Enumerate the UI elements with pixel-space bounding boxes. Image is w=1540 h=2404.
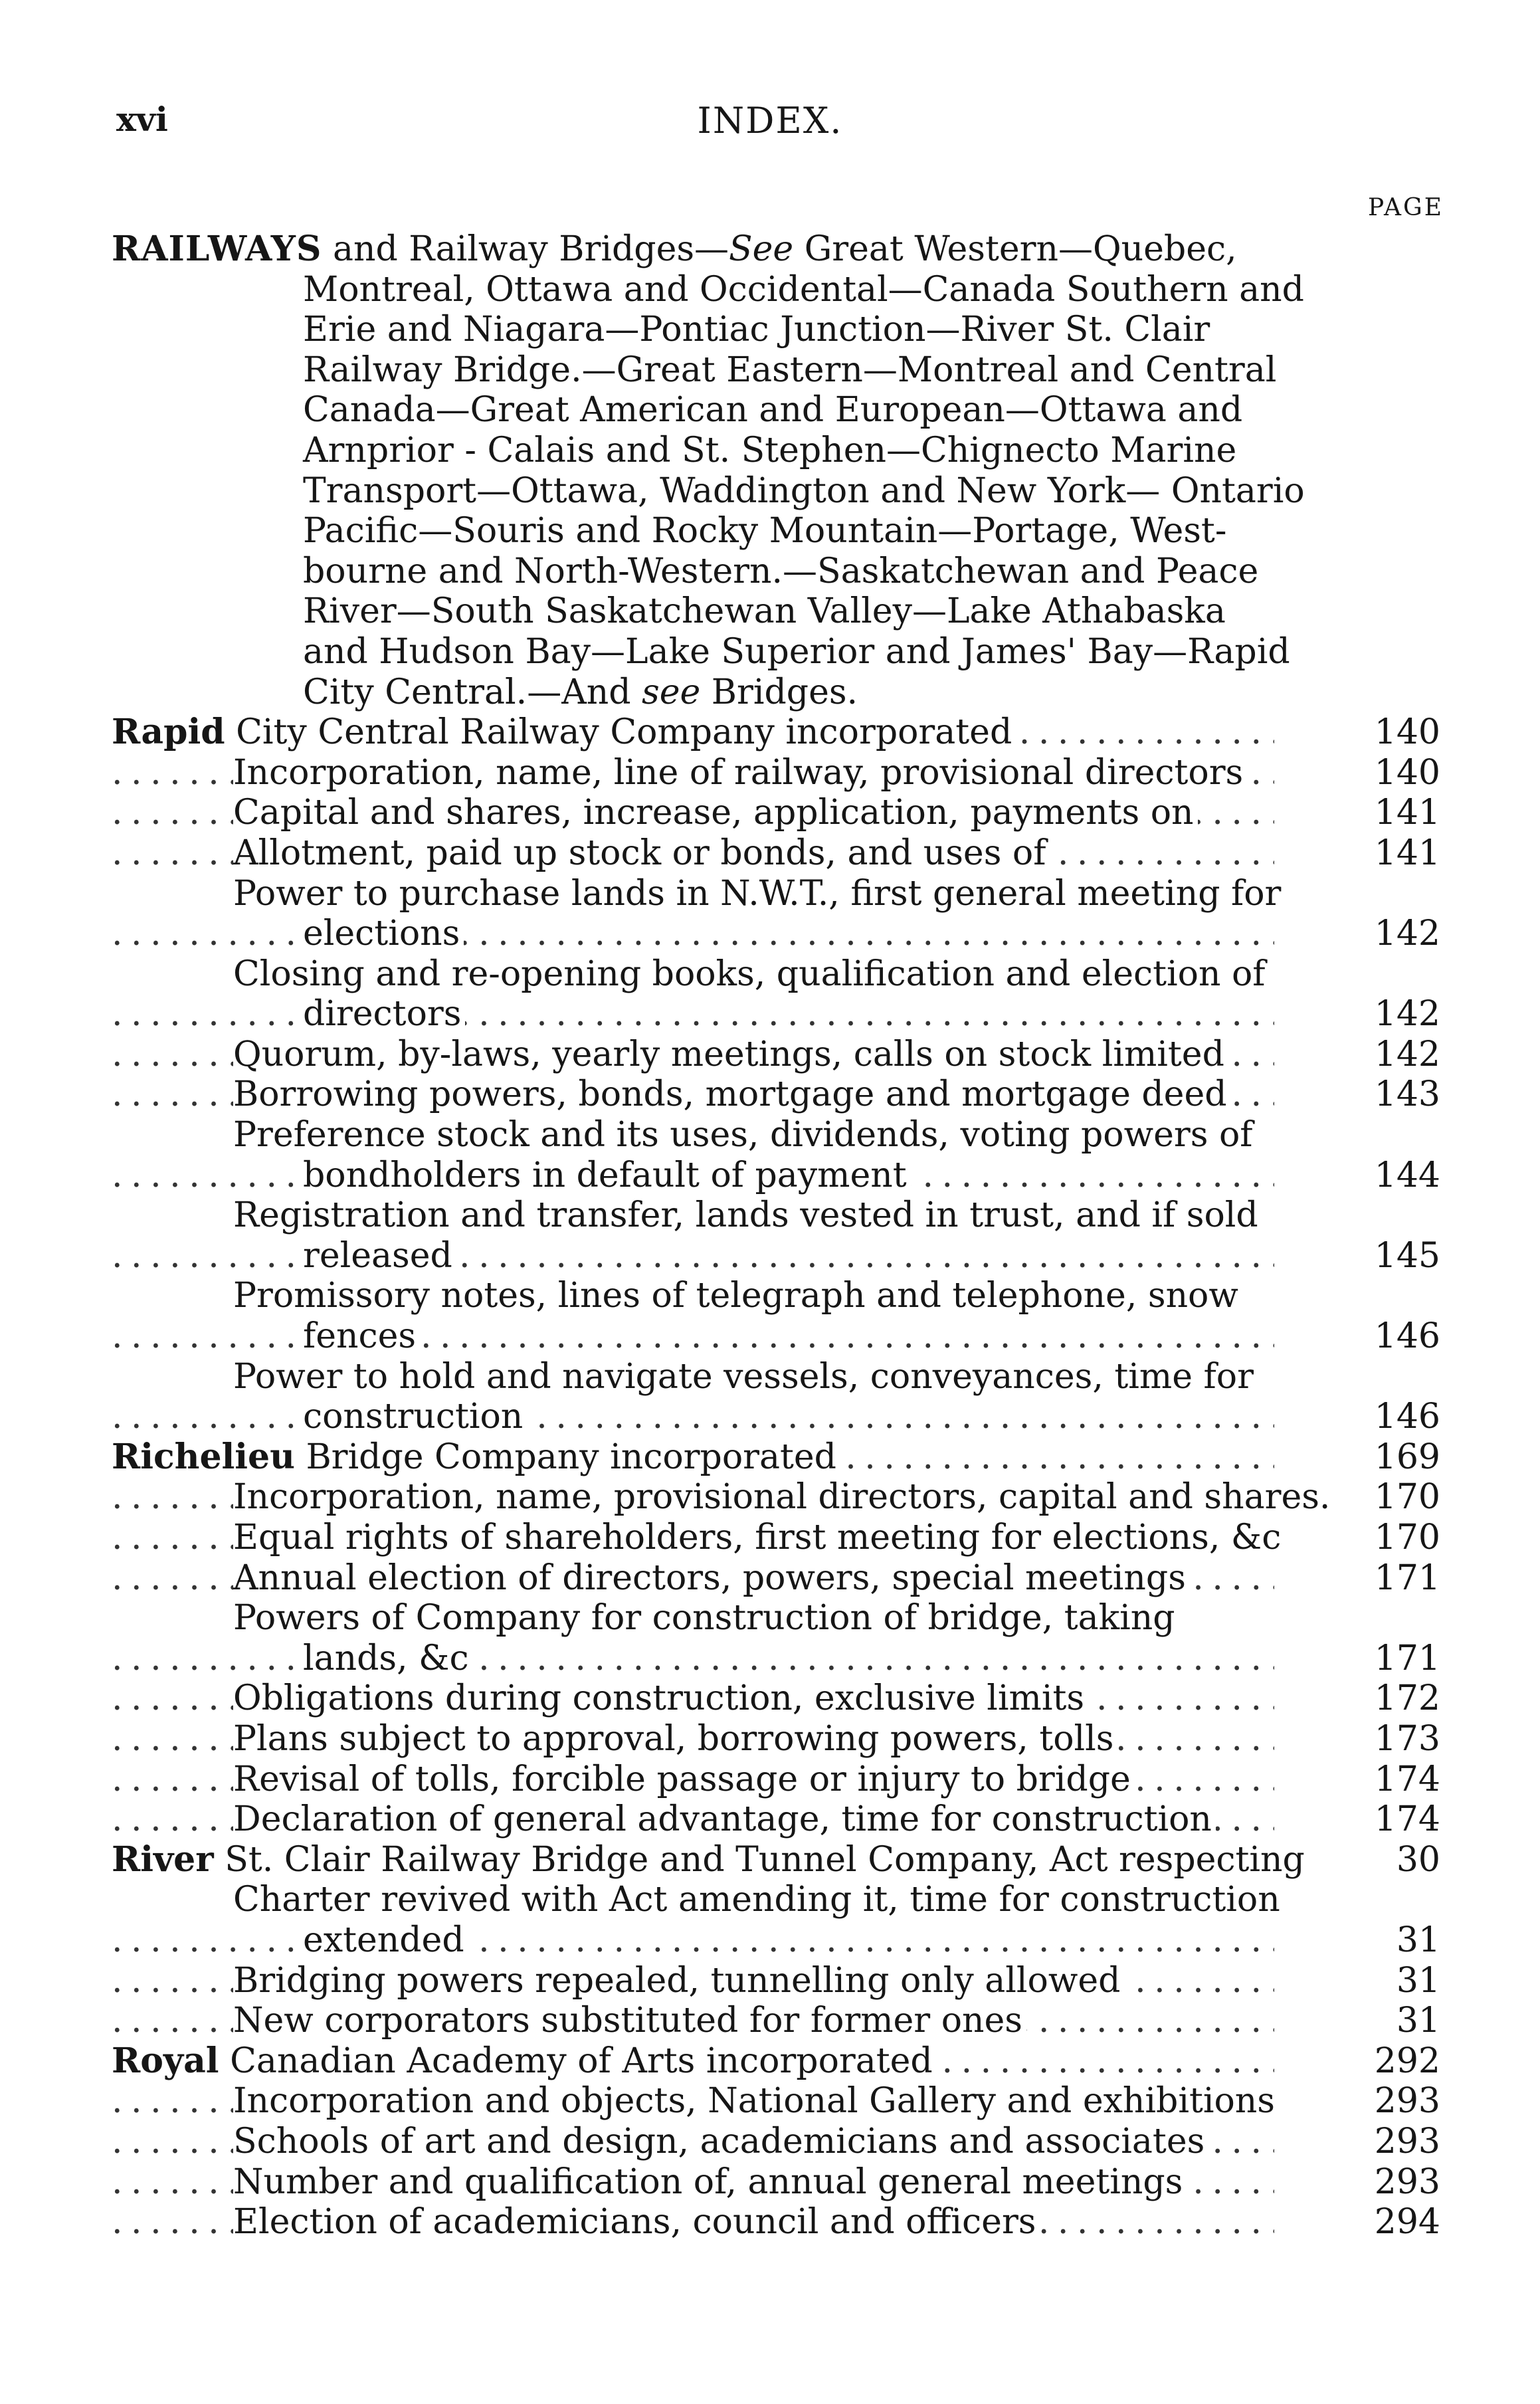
index-sub-entry	[112, 1477, 1440, 1518]
railways-line: bourne and North-Western.—Saskatchewan and Peace	[303, 551, 1259, 591]
entry-description: construction	[303, 1397, 524, 1437]
entry-label	[233, 2001, 1026, 2041]
entry-label	[233, 2162, 1187, 2202]
entry-heading: River	[112, 1839, 214, 1880]
index-entry-text	[112, 1719, 1440, 1759]
entry-heading: Rapid	[112, 712, 225, 753]
entry-description: Borrowing powers, bonds, mortgage and mortgage deed	[233, 1074, 1227, 1115]
index-entry-text	[112, 1437, 1440, 1478]
entry-heading: Richelieu	[112, 1437, 295, 1477]
index-entry-text	[112, 1759, 1440, 1800]
entry-description: bondholders in default of payment	[303, 1155, 907, 1195]
page-number: 169	[1374, 1437, 1440, 1477]
index-entry-text	[112, 1840, 1440, 1880]
page-number: 293	[1374, 2081, 1440, 2122]
entry-description: Obligations during construction, exclusive limits	[233, 1678, 1085, 1719]
index-entry-text	[112, 2041, 1440, 2082]
index-entry-text: Power to purchase lands in N.W.T., first general meeting for	[233, 873, 1282, 914]
entry-label	[112, 2041, 937, 2081]
entry-description: City Central Railway Company incorporated	[225, 712, 1012, 753]
page-number: 144	[1374, 1155, 1440, 1195]
index-sub-entry	[112, 2081, 1440, 2122]
entry-description: Allotment, paid up stock or bonds, and uses of	[233, 833, 1046, 873]
entry-label	[233, 793, 1198, 833]
entry-label	[233, 1719, 1117, 1759]
index-entry-text	[112, 1920, 1440, 1961]
page-number: 31	[1396, 1960, 1440, 2001]
index-sub-entry	[112, 1678, 1440, 1719]
railways-line: Canada—Great American and European—Ottawa and	[303, 390, 1243, 431]
index-entry-text: Registration and transfer, lands vested in trust, and if sold	[233, 1195, 1258, 1236]
index-entry-text	[112, 1316, 1440, 1357]
entry-description: fences	[303, 1316, 417, 1357]
index-sub-entry	[112, 1035, 1440, 1075]
entry-description: Plans subject to approval, borrowing powers, tolls	[233, 1718, 1114, 1759]
index-sub-entry	[112, 1236, 1440, 1276]
index-entry-text	[112, 1035, 1440, 1075]
entry-label	[233, 753, 1247, 793]
entry-description: Canadian Academy of Arts incorporated	[219, 2041, 933, 2081]
railways-see: see	[642, 672, 701, 712]
index-sub-entry	[112, 2162, 1440, 2203]
entry-label	[233, 1961, 1124, 2001]
page-number: 171	[1374, 1638, 1440, 1678]
entry-description: extended	[303, 1920, 464, 1960]
index-entry-text	[112, 1639, 1440, 1679]
page-number: 170	[1374, 1477, 1440, 1518]
page-number: 31	[1396, 2001, 1440, 2041]
index-entry-text	[112, 2081, 1440, 2122]
entry-label	[303, 1920, 468, 1960]
index-entry-text: Power to hold and navigate vessels, conveyances, time for	[233, 1356, 1254, 1397]
index-sub-entry	[112, 1558, 1440, 1599]
index-entry-text	[112, 833, 1440, 874]
page-title: INDEX.	[697, 100, 843, 142]
entry-heading: Royal	[112, 2041, 219, 2081]
entry-description: Incorporation, name, provisional directors, capital and shares.	[233, 1477, 1331, 1518]
page-number: 145	[1374, 1235, 1440, 1276]
index-sub-entry	[112, 914, 1440, 954]
index-sub-entry	[112, 1316, 1440, 1357]
page-number: 142	[1374, 914, 1440, 954]
railways-see: See	[729, 229, 794, 269]
page-column-heading: PAGE	[1368, 194, 1444, 221]
index-entry-text	[112, 2001, 1440, 2041]
index-entry-text	[112, 1961, 1440, 2001]
index-entry-text	[112, 1518, 1440, 1558]
entry-label	[233, 833, 1050, 873]
entry-description: Schools of art and design, academicians and associates	[233, 2121, 1205, 2161]
index-entry-text: Preference stock and its uses, dividends, voting powers of	[233, 1115, 1253, 1155]
index-entry-text	[112, 1477, 1440, 1518]
page-number: 293	[1374, 2121, 1440, 2161]
entry-label	[112, 1437, 840, 1477]
entry-description: elections	[303, 914, 460, 954]
index-sub-entry	[112, 994, 1440, 1035]
index-sub-entry	[112, 1518, 1440, 1558]
index-body	[112, 229, 1440, 2243]
railways-heading: RAILWAYS	[112, 229, 322, 269]
railways-text: City Central.—And	[303, 672, 642, 712]
index-sub-entry	[112, 1920, 1440, 1961]
index-sub-entry	[112, 793, 1440, 833]
index-entry-text	[112, 2202, 1440, 2243]
page-number: 141	[1374, 793, 1440, 833]
entry-label	[303, 1316, 420, 1356]
entry-description: Bridging powers repealed, tunnelling only allowed	[233, 1960, 1121, 2001]
entry-label	[233, 1035, 1228, 1074]
page-number: 143	[1374, 1074, 1440, 1115]
index-entry-text	[112, 1799, 1440, 1840]
railways-line	[112, 229, 1440, 270]
page-number: 142	[1374, 994, 1440, 1035]
entry-label	[233, 1678, 1088, 1718]
entry-label	[303, 994, 465, 1034]
railways-line: Erie and Niagara—Pontiac Junction—River St. Clair	[303, 310, 1210, 350]
entry-label	[303, 1397, 527, 1437]
entry-label	[233, 2202, 1040, 2242]
index-entry-text	[112, 753, 1440, 793]
railways-line: Pacific—Souris and Rocky Mountain—Portage, West-	[303, 511, 1227, 551]
entry-description: directors	[303, 994, 462, 1035]
entry-description: Revisal of tolls, forcible passage or injury to bridge	[233, 1759, 1131, 1799]
page-number: 172	[1374, 1678, 1440, 1719]
entry-description: New corporators substituted for former ones	[233, 2001, 1022, 2041]
index-entry-text: Charter revived with Act amending it, time for construction	[233, 1880, 1280, 1920]
index-entry-text	[112, 914, 1440, 954]
railways-cross-reference	[112, 229, 1440, 712]
entry-label	[233, 2122, 1208, 2161]
page-number: 30	[1396, 1839, 1440, 1880]
page-number: 293	[1374, 2161, 1440, 2202]
index-entry-text	[112, 712, 1440, 753]
entry-description: Incorporation and objects, National Gallery and exhibitions	[233, 2081, 1275, 2122]
index-entry-text	[112, 994, 1440, 1035]
railways-line: Montreal, Ottawa and Occidental—Canada Southern and	[303, 269, 1304, 310]
index-sub-entry	[112, 753, 1440, 793]
entry-description: lands, &c	[303, 1638, 469, 1678]
index-entry-text	[112, 1558, 1440, 1599]
entry-description: Quorum, by-laws, yearly meetings, calls on stock limited	[233, 1034, 1224, 1074]
index-entry-text: Closing and re-opening books, qualification and election of	[233, 953, 1266, 994]
page-number: 146	[1374, 1316, 1440, 1357]
index-entry-text	[112, 1236, 1440, 1276]
index-sub-entry	[112, 2202, 1440, 2243]
index-main-entry	[112, 1840, 1440, 1880]
page-number: 174	[1374, 1759, 1440, 1799]
index-entry-text: Powers of Company for construction of bridge, taking	[233, 1598, 1175, 1639]
index-entry-text	[112, 1155, 1440, 1196]
entry-label	[233, 1799, 1216, 1839]
entry-label	[233, 1477, 1334, 1517]
index-sub-entry	[112, 1719, 1440, 1759]
index-main-entry	[112, 1437, 1440, 1478]
index-sub-entry	[112, 1397, 1440, 1437]
entry-label	[233, 1759, 1135, 1799]
index-sub-entry	[112, 2001, 1440, 2041]
index-sub-entry	[112, 1155, 1440, 1196]
entry-label	[112, 712, 1016, 752]
page-folio: xvi	[116, 100, 168, 139]
index-entry-text	[112, 2162, 1440, 2203]
entry-description: Election of academicians, council and officers	[233, 2202, 1036, 2243]
index-entry-text: Promissory notes, lines of telegraph and telephone, snow	[233, 1276, 1238, 1316]
railways-line: Transport—Ottawa, Waddington and New York— Ontario	[303, 470, 1305, 511]
page-number: 294	[1374, 2202, 1440, 2243]
entry-description: Equal rights of shareholders, first meeting for elections, &c	[233, 1518, 1282, 1557]
index-entry-text	[112, 1678, 1440, 1719]
railways-line	[112, 672, 1440, 713]
page-number: 292	[1374, 2041, 1440, 2081]
entry-description: Incorporation, name, line of railway, provisional directors	[233, 752, 1244, 793]
index-sub-entry	[112, 1639, 1440, 1679]
entry-description: Number and qualification of, annual general meetings	[233, 2161, 1183, 2202]
entry-label	[303, 1236, 456, 1276]
railways-text: and Railway Bridges—	[332, 229, 729, 269]
railways-line: and Hudson Bay—Lake Superior and James' Bay—Rapid	[303, 631, 1290, 672]
entry-description: Declaration of general advantage, time for construction	[233, 1799, 1212, 1840]
index-sub-entry	[112, 833, 1440, 874]
entry-description: Capital and shares, increase, application, payments on	[233, 793, 1194, 833]
entry-description: released	[303, 1235, 452, 1276]
index-entry-text	[112, 2122, 1440, 2162]
index-entry-text	[112, 1397, 1440, 1437]
page-number: 140	[1374, 752, 1440, 793]
page-number: 146	[1374, 1397, 1440, 1437]
index-sub-entry	[112, 2122, 1440, 2162]
entry-label	[233, 2081, 1279, 2121]
railways-line: River—South Saskatchewan Valley—Lake Athabaska	[303, 591, 1226, 632]
railways-text: Great Western—Quebec,	[793, 229, 1237, 269]
index-main-entry	[112, 2041, 1440, 2082]
page-number: 173	[1374, 1718, 1440, 1759]
entry-description: St. Clair Railway Bridge and Tunnel Company, Act respecting	[213, 1839, 1305, 1880]
index-sub-entry	[112, 1799, 1440, 1840]
index-sub-entry	[112, 1759, 1440, 1800]
page-number: 142	[1374, 1034, 1440, 1074]
entry-label	[112, 1840, 1309, 1880]
index-entries	[112, 712, 1440, 2243]
entry-description: Annual election of directors, powers, special meetings	[233, 1557, 1186, 1598]
page-number: 31	[1396, 1920, 1440, 1960]
railways-line: Railway Bridge.—Great Eastern—Montreal and Central	[303, 350, 1277, 390]
page-number: 140	[1374, 712, 1440, 753]
entry-label	[303, 914, 464, 953]
page-number: 170	[1374, 1518, 1440, 1557]
entry-label	[233, 1074, 1231, 1114]
index-entry-text	[112, 793, 1440, 833]
railways-text: Bridges.	[700, 672, 858, 712]
index-entry-text	[112, 1074, 1440, 1115]
entry-label	[233, 1558, 1190, 1598]
page-number: 174	[1374, 1799, 1440, 1840]
page-number: 141	[1374, 833, 1440, 873]
index-sub-entry	[112, 1961, 1440, 2001]
running-header	[116, 100, 1424, 153]
index-main-entry	[112, 712, 1440, 753]
railways-line: Arnprior - Calais and St. Stephen—Chignecto Marine	[303, 430, 1237, 470]
entry-label	[233, 1518, 1285, 1557]
entry-label	[303, 1155, 911, 1195]
page-number: 171	[1374, 1557, 1440, 1598]
entry-label	[303, 1639, 473, 1678]
index-sub-entry	[112, 1074, 1440, 1115]
entry-description: Bridge Company incorporated	[294, 1437, 836, 1477]
